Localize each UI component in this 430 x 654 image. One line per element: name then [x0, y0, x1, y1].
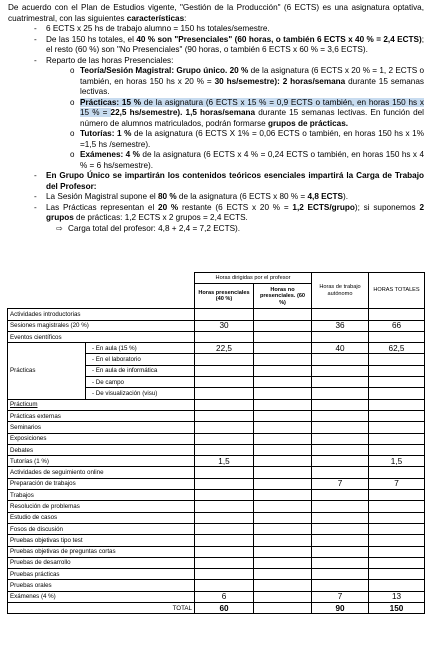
empty-cell — [312, 399, 369, 410]
empty-cell — [254, 399, 312, 410]
empty-cell — [312, 557, 369, 568]
empty-cell — [254, 331, 312, 342]
text-run: de la asignatura (6 ECTS x 20 % = 1, 2 ECTS o también, en horas 150 hs x 20 % = — [80, 66, 425, 86]
empty-cell — [254, 377, 312, 388]
empty-cell — [254, 320, 312, 331]
empty-cell — [195, 309, 254, 320]
table-cell: 150 — [369, 603, 425, 614]
empty-cell — [254, 343, 312, 354]
empty-cell — [195, 467, 254, 478]
empty-cell — [254, 569, 312, 580]
empty-cell — [369, 433, 425, 444]
text-run: ). — [342, 192, 348, 201]
text-run: de la asignatura (6 ECTS x 4 % = 0,24 ECTS o también, en horas 150 hs x 4 % = — [80, 150, 425, 170]
empty-cell — [195, 388, 254, 399]
table-cell: 7 — [312, 591, 369, 602]
empty-cell — [195, 377, 254, 388]
text-run: En Grupo Único se impartirán los contenidos teóricos esenciales impartirá la Carga de Trabajo del Profesor: — [46, 171, 424, 191]
empty-cell — [312, 433, 369, 444]
bullet-marker: o — [70, 97, 75, 107]
table-row — [8, 501, 425, 512]
table-cell: Pruebas orales — [8, 580, 195, 591]
empty-cell — [254, 444, 312, 455]
empty-cell — [254, 478, 312, 489]
table-cell: 30 — [195, 320, 254, 331]
table-cell: Pruebas objetivas tipo test — [8, 535, 195, 546]
bullet-marker: - — [34, 55, 37, 65]
empty-cell — [195, 512, 254, 523]
table-cell: Tutorías (1 %) — [8, 456, 195, 467]
empty-cell — [254, 591, 312, 602]
text-run: grupos de prácticas. — [267, 118, 349, 128]
table-cell: Pruebas de desarrollo — [8, 557, 195, 568]
table-row — [8, 456, 425, 467]
text-run: Reparto de las horas Presenciales: — [46, 55, 174, 65]
empty-cell — [195, 546, 254, 557]
table-row — [8, 309, 425, 320]
bullet-grupo-unico — [8, 171, 424, 192]
text-run: Las Prácticas representan el — [46, 202, 159, 212]
text-run: De acuerdo con el Plan de Estudios vigente, "Gestión de la Producción" (6 ECTS) es una asignatura optativa, cuatrimestral, con las siguientes — [8, 3, 424, 23]
empty-cell — [312, 490, 369, 501]
table-row — [8, 546, 425, 557]
hours-table — [7, 272, 425, 614]
empty-cell — [195, 523, 254, 534]
empty-cell — [369, 331, 425, 342]
empty-cell — [195, 354, 254, 365]
empty-cell — [195, 422, 254, 433]
table-cell: Debates — [8, 444, 195, 455]
table-cell: Seminarios — [8, 422, 195, 433]
empty-cell — [312, 388, 369, 399]
table-cell: Actividades de seguimiento online — [8, 467, 195, 478]
bullet-marker: - — [34, 24, 37, 33]
table-cell: Pruebas objetivas de preguntas cortas — [8, 546, 195, 557]
table-cell: 60 — [195, 603, 254, 614]
empty-cell — [369, 388, 425, 399]
text-run: Exámenes: 4 % — [80, 150, 140, 159]
table-cell: Preparación de trabajos — [8, 478, 195, 489]
text-run: durante 15 semanas lectivas. En función del número de alumnos matriculados, podrán formarse — [80, 108, 424, 128]
table-cell: 40 — [312, 343, 369, 354]
empty-cell — [312, 580, 369, 591]
empty-cell — [312, 512, 369, 523]
text-run: 30 hs/semestre): 2 horas/semana — [214, 76, 346, 86]
text-run: 6 hs/semestre). — [96, 160, 154, 170]
text-run: 40 % son "Presenciales" (60 horas, o también 6 ECTS x 40 % = 2,4 ECTS) — [136, 34, 422, 44]
table-row — [8, 569, 425, 580]
text-run: 80 % — [157, 192, 177, 201]
empty-cell — [312, 546, 369, 557]
empty-cell — [254, 490, 312, 501]
table-cell: 36 — [312, 320, 369, 331]
empty-cell — [195, 490, 254, 501]
empty-cell — [254, 354, 312, 365]
empty-cell — [254, 523, 312, 534]
text-run: Prácticas: 15 % — [80, 97, 142, 107]
table-row — [8, 580, 425, 591]
table-row — [8, 331, 425, 342]
table-row — [8, 557, 425, 568]
bullet-practicas-carga — [8, 203, 424, 224]
empty-cell — [254, 512, 312, 523]
table-cell: 1,5 — [369, 456, 425, 467]
empty-cell — [195, 478, 254, 489]
table-row — [8, 591, 425, 602]
bullet-marker: - — [34, 34, 37, 44]
sub-bullet-teoria — [8, 66, 424, 98]
table-row — [8, 422, 425, 433]
bullet-reparto — [8, 56, 424, 67]
empty-cell — [312, 331, 369, 342]
sub-bullet-tutorias — [8, 129, 424, 150]
empty-cell — [254, 433, 312, 444]
header-no-presenciales: Horas no presenciales. (60 %) — [254, 284, 312, 309]
text-run: de la asignatura (6 ECTS x 15 % = 0,9 ECTS o también, en horas 150 hs x 15 % = — [80, 97, 424, 117]
table-row — [8, 399, 425, 410]
empty-cell — [254, 546, 312, 557]
text-run: De las 150 hs totales, el — [46, 34, 137, 44]
bullet-marker: o — [70, 150, 75, 159]
empty-cell — [312, 309, 369, 320]
bullet-presenciales — [8, 35, 424, 56]
empty-cell — [254, 535, 312, 546]
header-totales: HORAS TOTALES — [369, 273, 425, 309]
table-cell: Exámenes (4 %) — [8, 591, 195, 602]
empty-cell — [312, 523, 369, 534]
text-run: 4,8 ECTS — [307, 192, 343, 201]
practicas-label: Prácticas — [8, 343, 86, 399]
empty-cell — [312, 377, 369, 388]
table-row — [8, 535, 425, 546]
empty-cell — [369, 354, 425, 365]
empty-cell — [195, 501, 254, 512]
table-row — [8, 433, 425, 444]
empty-cell — [254, 388, 312, 399]
empty-cell — [369, 535, 425, 546]
empty-cell — [369, 557, 425, 568]
table-cell: 66 — [369, 320, 425, 331]
table-row — [8, 444, 425, 455]
empty-cell — [312, 365, 369, 376]
bullet-marker: o — [70, 66, 75, 75]
empty-cell — [369, 512, 425, 523]
empty-cell — [312, 535, 369, 546]
text-run: restante (6 ECTS x 20 % = — [178, 202, 293, 212]
empty-cell — [312, 569, 369, 580]
table-row — [8, 343, 425, 354]
table-cell: Sesiones magistrales (20 %) — [8, 320, 195, 331]
text-run: ; el resto (60 %) son "No Presenciales" (90 horas, o también 6 ECTS x 60 % = 3,6 ECTS). — [46, 34, 424, 54]
text-run: 22,5 hs/semestre). 1,5 horas/semana — [110, 108, 256, 117]
text-run: de la asignatura (6 ECTS X 1% = 0,06 ECTS o también, en horas 150 hs x 1% = — [80, 129, 424, 149]
bullet-ects — [8, 24, 424, 35]
text-run: La Sesión Magistral supone el — [46, 192, 158, 201]
text-run: 1,2 ECTS/grupo — [292, 202, 355, 212]
text-run: Teoría/Sesión Magistral: Grupo único. 20 % — [80, 66, 249, 75]
empty-cell — [195, 444, 254, 455]
table-header-row — [8, 273, 425, 284]
table-cell: 7 — [312, 478, 369, 489]
text-run: características — [126, 13, 185, 23]
empty-cell — [369, 490, 425, 501]
table-cell: Exposiciones — [8, 433, 195, 444]
text-run: de la asignatura (6 ECTS x 80 % = — [176, 192, 308, 201]
empty-cell — [369, 399, 425, 410]
table-total-row — [8, 603, 425, 614]
empty-cell — [369, 410, 425, 421]
empty-cell — [369, 422, 425, 433]
empty-cell — [369, 377, 425, 388]
empty-cell — [195, 433, 254, 444]
text-run: ); si suponemos — [354, 202, 420, 212]
table-cell: Prácticas externas — [8, 410, 195, 421]
sub-bullet-practicas — [8, 98, 424, 130]
bullet-sesion-magistral — [8, 192, 424, 203]
table-cell: Trabajos — [8, 490, 195, 501]
table-cell: - En aula de informática — [86, 365, 195, 376]
empty-cell — [369, 523, 425, 534]
table-cell: Estudio de casos — [8, 512, 195, 523]
empty-cell — [369, 365, 425, 376]
table-cell: - De visualización (visu) — [86, 388, 195, 399]
table-cell: Actividades introductorias — [8, 309, 195, 320]
text-run: durante 15 semanas lectivas. — [80, 76, 424, 96]
empty-cell — [254, 456, 312, 467]
empty-cell — [369, 309, 425, 320]
table-row — [8, 478, 425, 489]
table-row — [8, 523, 425, 534]
empty-cell — [195, 331, 254, 342]
table-cell: - En aula (15 %) — [86, 343, 195, 354]
empty-cell — [312, 444, 369, 455]
empty-cell — [195, 569, 254, 580]
bullet-marker: - — [34, 171, 37, 180]
text-run: : — [184, 13, 187, 23]
sub-bullet-examenes — [8, 150, 424, 171]
bullet-marker: - — [34, 202, 37, 212]
table-cell: Fosos de discusión — [8, 523, 195, 534]
empty-cell — [369, 569, 425, 580]
empty-cell — [195, 399, 254, 410]
intro-paragraph — [8, 3, 424, 24]
empty-cell — [369, 546, 425, 557]
empty-cell — [195, 580, 254, 591]
bullet-marker: - — [34, 192, 37, 201]
table-cell: - En el laboratorio — [86, 354, 195, 365]
empty-cell — [195, 535, 254, 546]
empty-cell — [312, 422, 369, 433]
table-row — [8, 512, 425, 523]
table-cell: Prácticum — [8, 399, 195, 410]
header-autonomo: Horas de trabajo autónomo — [312, 273, 369, 309]
header-presenciales: Horas presenciales (40 %) — [195, 284, 254, 309]
text-run: Tutorías: 1 % — [80, 129, 132, 138]
table-cell: 1,5 — [195, 456, 254, 467]
empty-cell — [254, 410, 312, 421]
table-cell: 22,5 — [195, 343, 254, 354]
header-empty-cell — [8, 273, 195, 309]
empty-cell — [254, 365, 312, 376]
empty-cell — [312, 501, 369, 512]
empty-cell — [369, 444, 425, 455]
empty-cell — [254, 603, 312, 614]
text-run: 2 grupos — [46, 202, 424, 222]
text-run: 20 % — [158, 202, 179, 212]
empty-cell — [254, 309, 312, 320]
table-cell: Resolución de problemas — [8, 501, 195, 512]
table-row — [8, 320, 425, 331]
bullet-carga-total — [8, 224, 424, 235]
empty-cell — [195, 410, 254, 421]
empty-cell — [312, 354, 369, 365]
text-run: de prácticas: 1,2 ECTS x 2 grupos = 2,4 ECTS. — [73, 213, 248, 222]
empty-cell — [369, 467, 425, 478]
table-row — [8, 490, 425, 501]
intro-text — [8, 3, 424, 234]
empty-cell — [312, 467, 369, 478]
text-run: 1,5 hs /semestre). — [84, 139, 151, 149]
table-cell: 7 — [369, 478, 425, 489]
empty-cell — [254, 580, 312, 591]
table-cell: - De campo — [86, 377, 195, 388]
table-cell: 62,5 — [369, 343, 425, 354]
empty-cell — [254, 422, 312, 433]
table-row — [8, 410, 425, 421]
header-dirigidas: Horas dirigidas por el profesor — [195, 273, 312, 284]
empty-cell — [195, 365, 254, 376]
table-cell: Pruebas prácticas — [8, 569, 195, 580]
empty-cell — [312, 456, 369, 467]
table-row — [8, 467, 425, 478]
table-cell: 6 — [195, 591, 254, 602]
empty-cell — [369, 501, 425, 512]
empty-cell — [369, 580, 425, 591]
table-cell: 13 — [369, 591, 425, 602]
table-cell: 90 — [312, 603, 369, 614]
text-run: Carga total del profesor: 4,8 + 2,4 = 7,2 ECTS). — [68, 223, 241, 233]
empty-cell — [195, 557, 254, 568]
bullet-marker: o — [70, 129, 75, 138]
table-cell: Eventos científicos — [8, 331, 195, 342]
empty-cell — [312, 410, 369, 421]
empty-cell — [254, 557, 312, 568]
empty-cell — [254, 467, 312, 478]
table-cell: TOTAL — [8, 603, 195, 614]
empty-cell — [254, 501, 312, 512]
text-run: 6 ECTS x 25 hs de trabajo alumno = 150 hs totales/semestre. — [46, 24, 270, 33]
arrow-icon: ⇨ — [56, 223, 63, 233]
